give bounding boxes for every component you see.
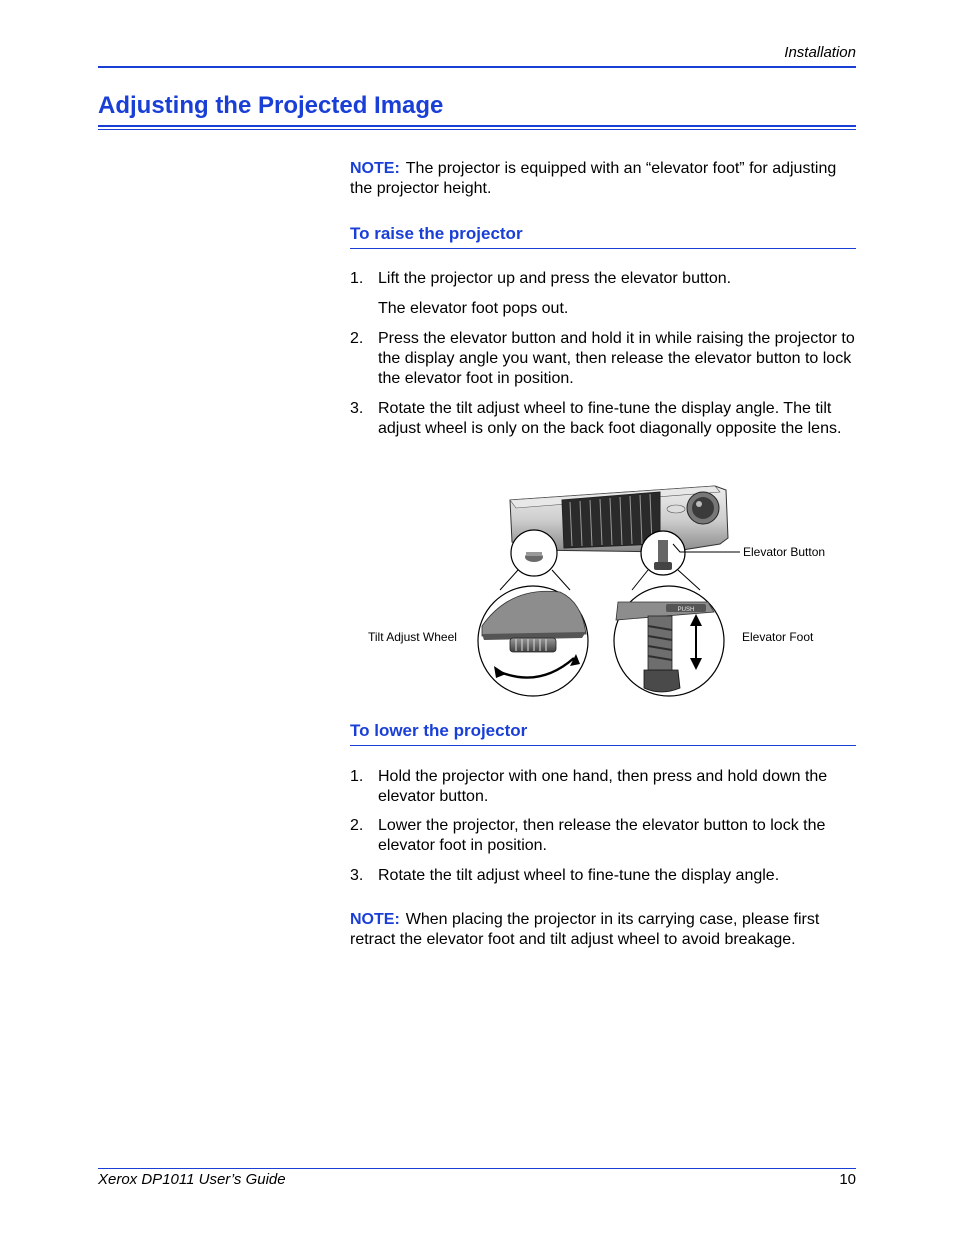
footer-rule [98, 1168, 856, 1169]
note-carrying-case [350, 910, 856, 950]
header-rule [98, 66, 856, 68]
push-label: PUSH [677, 607, 695, 613]
lower-step-2-text: Lower the projector, then release the elevator button to lock the elevator foot in position. [378, 817, 826, 854]
raise-step-1-result: The elevator foot pops out. [378, 300, 569, 317]
note-label: NOTE: [350, 911, 400, 928]
footer-guide-title: Xerox DP1011 User’s Guide [98, 1171, 286, 1188]
lower-heading: To lower the projector [350, 721, 528, 740]
lower-step-2-number: 2. [350, 817, 364, 834]
elevator-foot-closeup [614, 586, 724, 696]
note-text: When placing the projector in its carrying case, please first retract the elevator foot and tilt adjust wheel to avoid breakage. [350, 911, 820, 948]
raise-step-3-text: Rotate the tilt adjust wheel to fine-tune the display angle. The tilt adjust wheel is only on the back foot diagonally opposite the lens. [378, 400, 842, 437]
lower-step-3-number: 3. [350, 867, 364, 884]
title-rule-thin [98, 129, 856, 130]
raise-step-2-text: Press the elevator button and hold it in while raising the projector to the display angle you want, then release the elevator button to lock the elevator foot in position. [378, 330, 855, 387]
page-title: Adjusting the Projected Image [98, 92, 444, 119]
note-intro [350, 159, 856, 199]
page-number: 10 [839, 1171, 856, 1188]
raise-step-2-number: 2. [350, 330, 364, 347]
projector-illustration [360, 478, 850, 700]
note-label: NOTE: [350, 160, 400, 177]
note-text: The projector is equipped with an “elevator foot” for adjusting the projector height. [350, 160, 837, 197]
raise-step-3-number: 3. [350, 400, 364, 417]
raise-step-1-text: Lift the projector up and press the elevator button. [378, 270, 732, 287]
raise-heading-rule [350, 248, 856, 249]
lower-step-3-text: Rotate the tilt adjust wheel to fine-tune the display angle. [378, 867, 780, 884]
lower-step-1-text: Hold the projector with one hand, then press and hold down the elevator button. [378, 768, 828, 805]
raise-step-1-number: 1. [350, 270, 364, 287]
lower-step-1-number: 1. [350, 768, 364, 785]
running-header-section: Installation [784, 44, 856, 61]
label-elevator-foot: Elevator Foot [742, 630, 814, 644]
lower-heading-rule [350, 745, 856, 746]
raise-heading: To raise the projector [350, 224, 523, 243]
label-tilt-adjust-wheel: Tilt Adjust Wheel [368, 630, 457, 644]
label-elevator-button: Elevator Button [743, 545, 826, 559]
title-rule [98, 125, 856, 127]
tilt-adjust-wheel-closeup [478, 586, 588, 696]
